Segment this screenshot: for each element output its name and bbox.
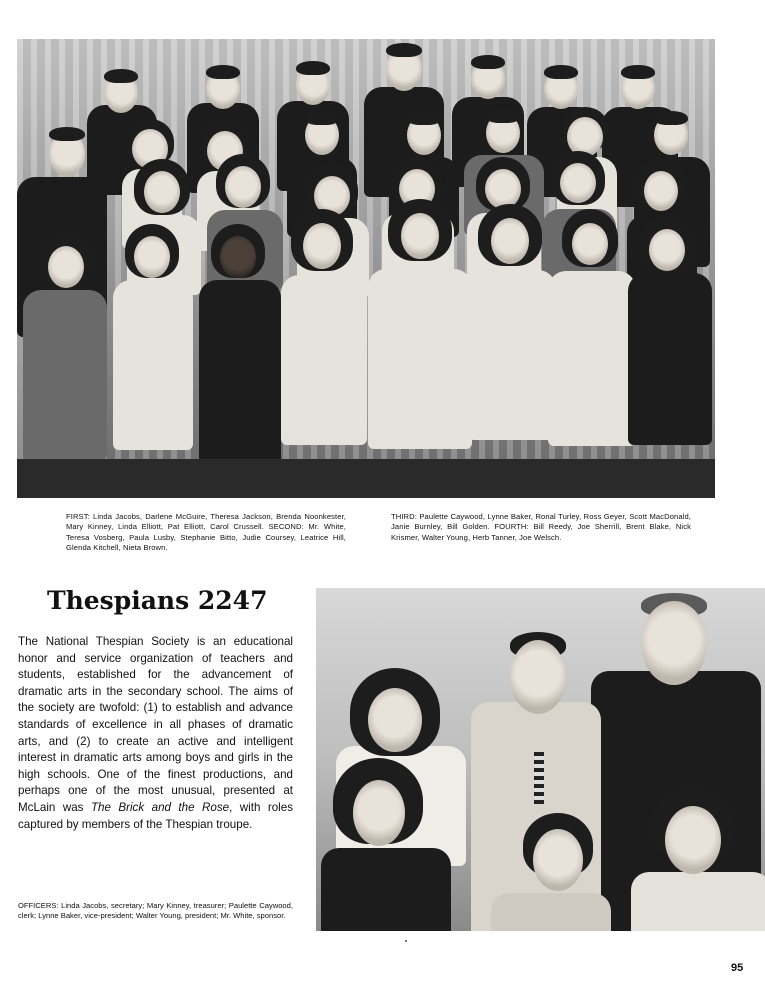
- print-mark: [405, 940, 407, 942]
- group-photo: [17, 39, 715, 498]
- caption-row-names: Paulette Caywood, Lynne Baker, Ronal Turley, Ross Geyer, Scott MacDonald, Janie Burnley, Bill Golden.: [391, 512, 691, 532]
- section-description: [18, 634, 293, 833]
- caption-row-label: FOURTH:: [494, 522, 529, 532]
- description-text: The National Thespian Society is an educational honor and service organization of teachers and students, established for the advancement of dramatic arts in the secondary school. The aims of the society are twofold: (1) to establish and advance standards of excellence in all phases of dramatic arts, and (2) to create an active and intelligent interest in dramatic arts among boys and girls in the high schools. One of the finest productions, and perhaps one of the most unusual, presented at McLain was: [18, 635, 293, 814]
- caption-row-names: Linda Jacobs, Darlene McGuire, Theresa Jackson, Brenda Noonkester, Mary Kinney, Linda Elliott, Pat Elliott, Carol Crussell.: [66, 512, 346, 532]
- officers-text: Linda Jacobs, secretary; Mary Kinney, treasurer; Paulette Caywood, clerk; Lynne Baker, vice-president; Walter Young, president; Mr. White, sponsor.: [18, 901, 293, 921]
- officers-photo: [316, 588, 765, 931]
- section-title: Thespians 2247: [47, 586, 268, 615]
- description-text-end: , with roles captured by members of the Thespian troupe.: [18, 800, 293, 831]
- caption-row-label: FIRST:: [66, 512, 90, 521]
- officers-label: OFFICERS:: [18, 901, 59, 910]
- riser-floor: [17, 459, 715, 498]
- officers-caption: [18, 901, 293, 922]
- caption-row-label: THIRD:: [391, 512, 417, 521]
- group-caption-left: [66, 512, 346, 554]
- group-caption-right: [391, 512, 691, 543]
- caption-row-names: Bill Reedy, Joe Sherrill, Brent Blake, Nick Krismer, Walter Young, Herb Tanner, Joe Welsch.: [391, 522, 691, 542]
- play-title: The Brick and the Rose: [90, 800, 230, 814]
- page-number: 95: [731, 962, 744, 974]
- caption-row-label: SECOND:: [268, 522, 304, 532]
- caption-row-names: Mr. White, Teresa Vosberg, Paula Lusby, Stephanie Bitto, Judie Coursey, Leatrice Hill, Glenda Kitchell, Nieta Brown.: [66, 522, 347, 553]
